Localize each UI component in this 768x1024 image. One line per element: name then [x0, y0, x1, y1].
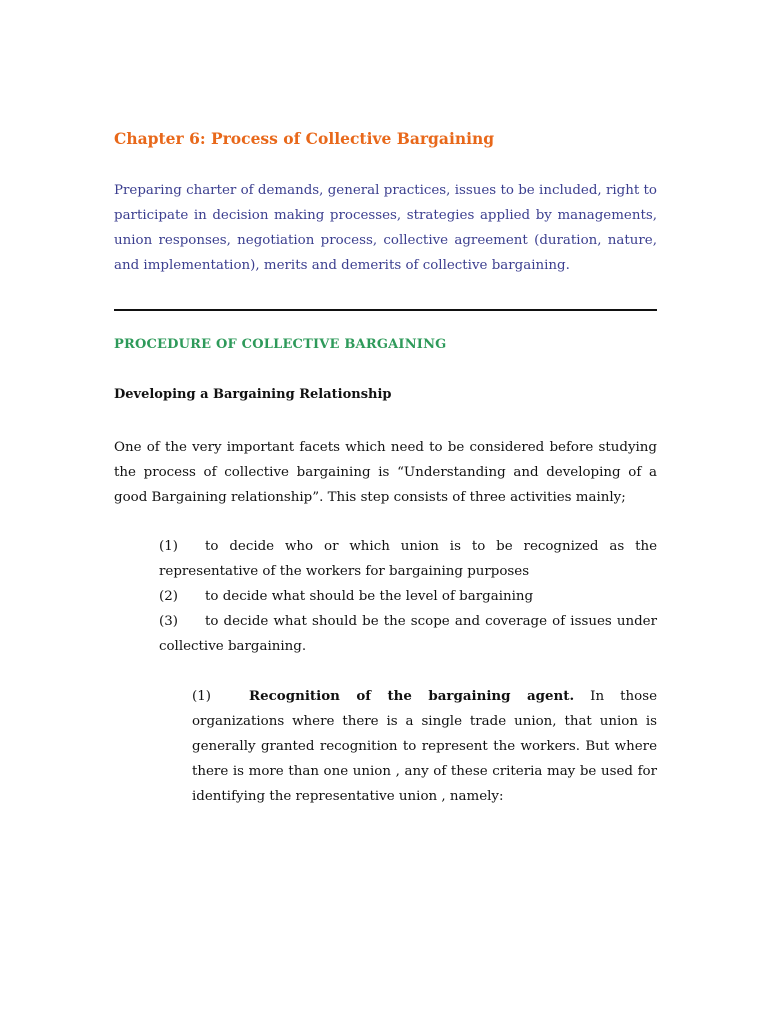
activity-number: (1)	[159, 539, 178, 554]
recognition-paragraph	[192, 684, 657, 809]
recognition-text: In those organizations where there is a single trade union, that union is generally granted recognition to represent the workers. But where there is more than one union , any of these criteria may be used for identifying the representative union , namely:	[192, 689, 657, 804]
activity-text: to decide what should be the scope and coverage of issues under collective bargaining.	[159, 614, 657, 654]
activity-item	[159, 609, 657, 659]
document-content	[114, 128, 657, 809]
activity-text: to decide who or which union is to be recognized as the representative of the workers for bargaining purposes	[159, 539, 657, 579]
horizontal-divider	[114, 309, 657, 311]
intro-paragraph: One of the very important facets which need to be considered before studying the process of collective bargaining is “Understanding and developing of a good Bargaining relationship”. This step consists of three activities mainly;	[114, 440, 657, 505]
subheading: Developing a Bargaining Relationship	[114, 387, 392, 402]
section-heading: PROCEDURE OF COLLECTIVE BARGAINING	[114, 337, 447, 352]
chapter-title: Chapter 6: Process of Collective Bargaining	[114, 129, 495, 148]
activities-list	[159, 534, 657, 659]
activity-number: (3)	[159, 614, 178, 629]
chapter-summary: Preparing charter of demands, general practices, issues to be included, right to participate in decision making processes, strategies applied by managements, union responses, negotiation process, collective agreement (duration, nature, and implementation), merits and demerits of collective bargaining.	[114, 183, 657, 273]
recognition-number: (1)	[192, 689, 211, 704]
activity-number: (2)	[159, 589, 178, 604]
activity-text: to decide what should be the level of bargaining	[205, 589, 534, 604]
recognition-title: Recognition of the bargaining agent.	[249, 688, 575, 704]
activity-item	[159, 584, 657, 609]
activity-item	[159, 534, 657, 584]
